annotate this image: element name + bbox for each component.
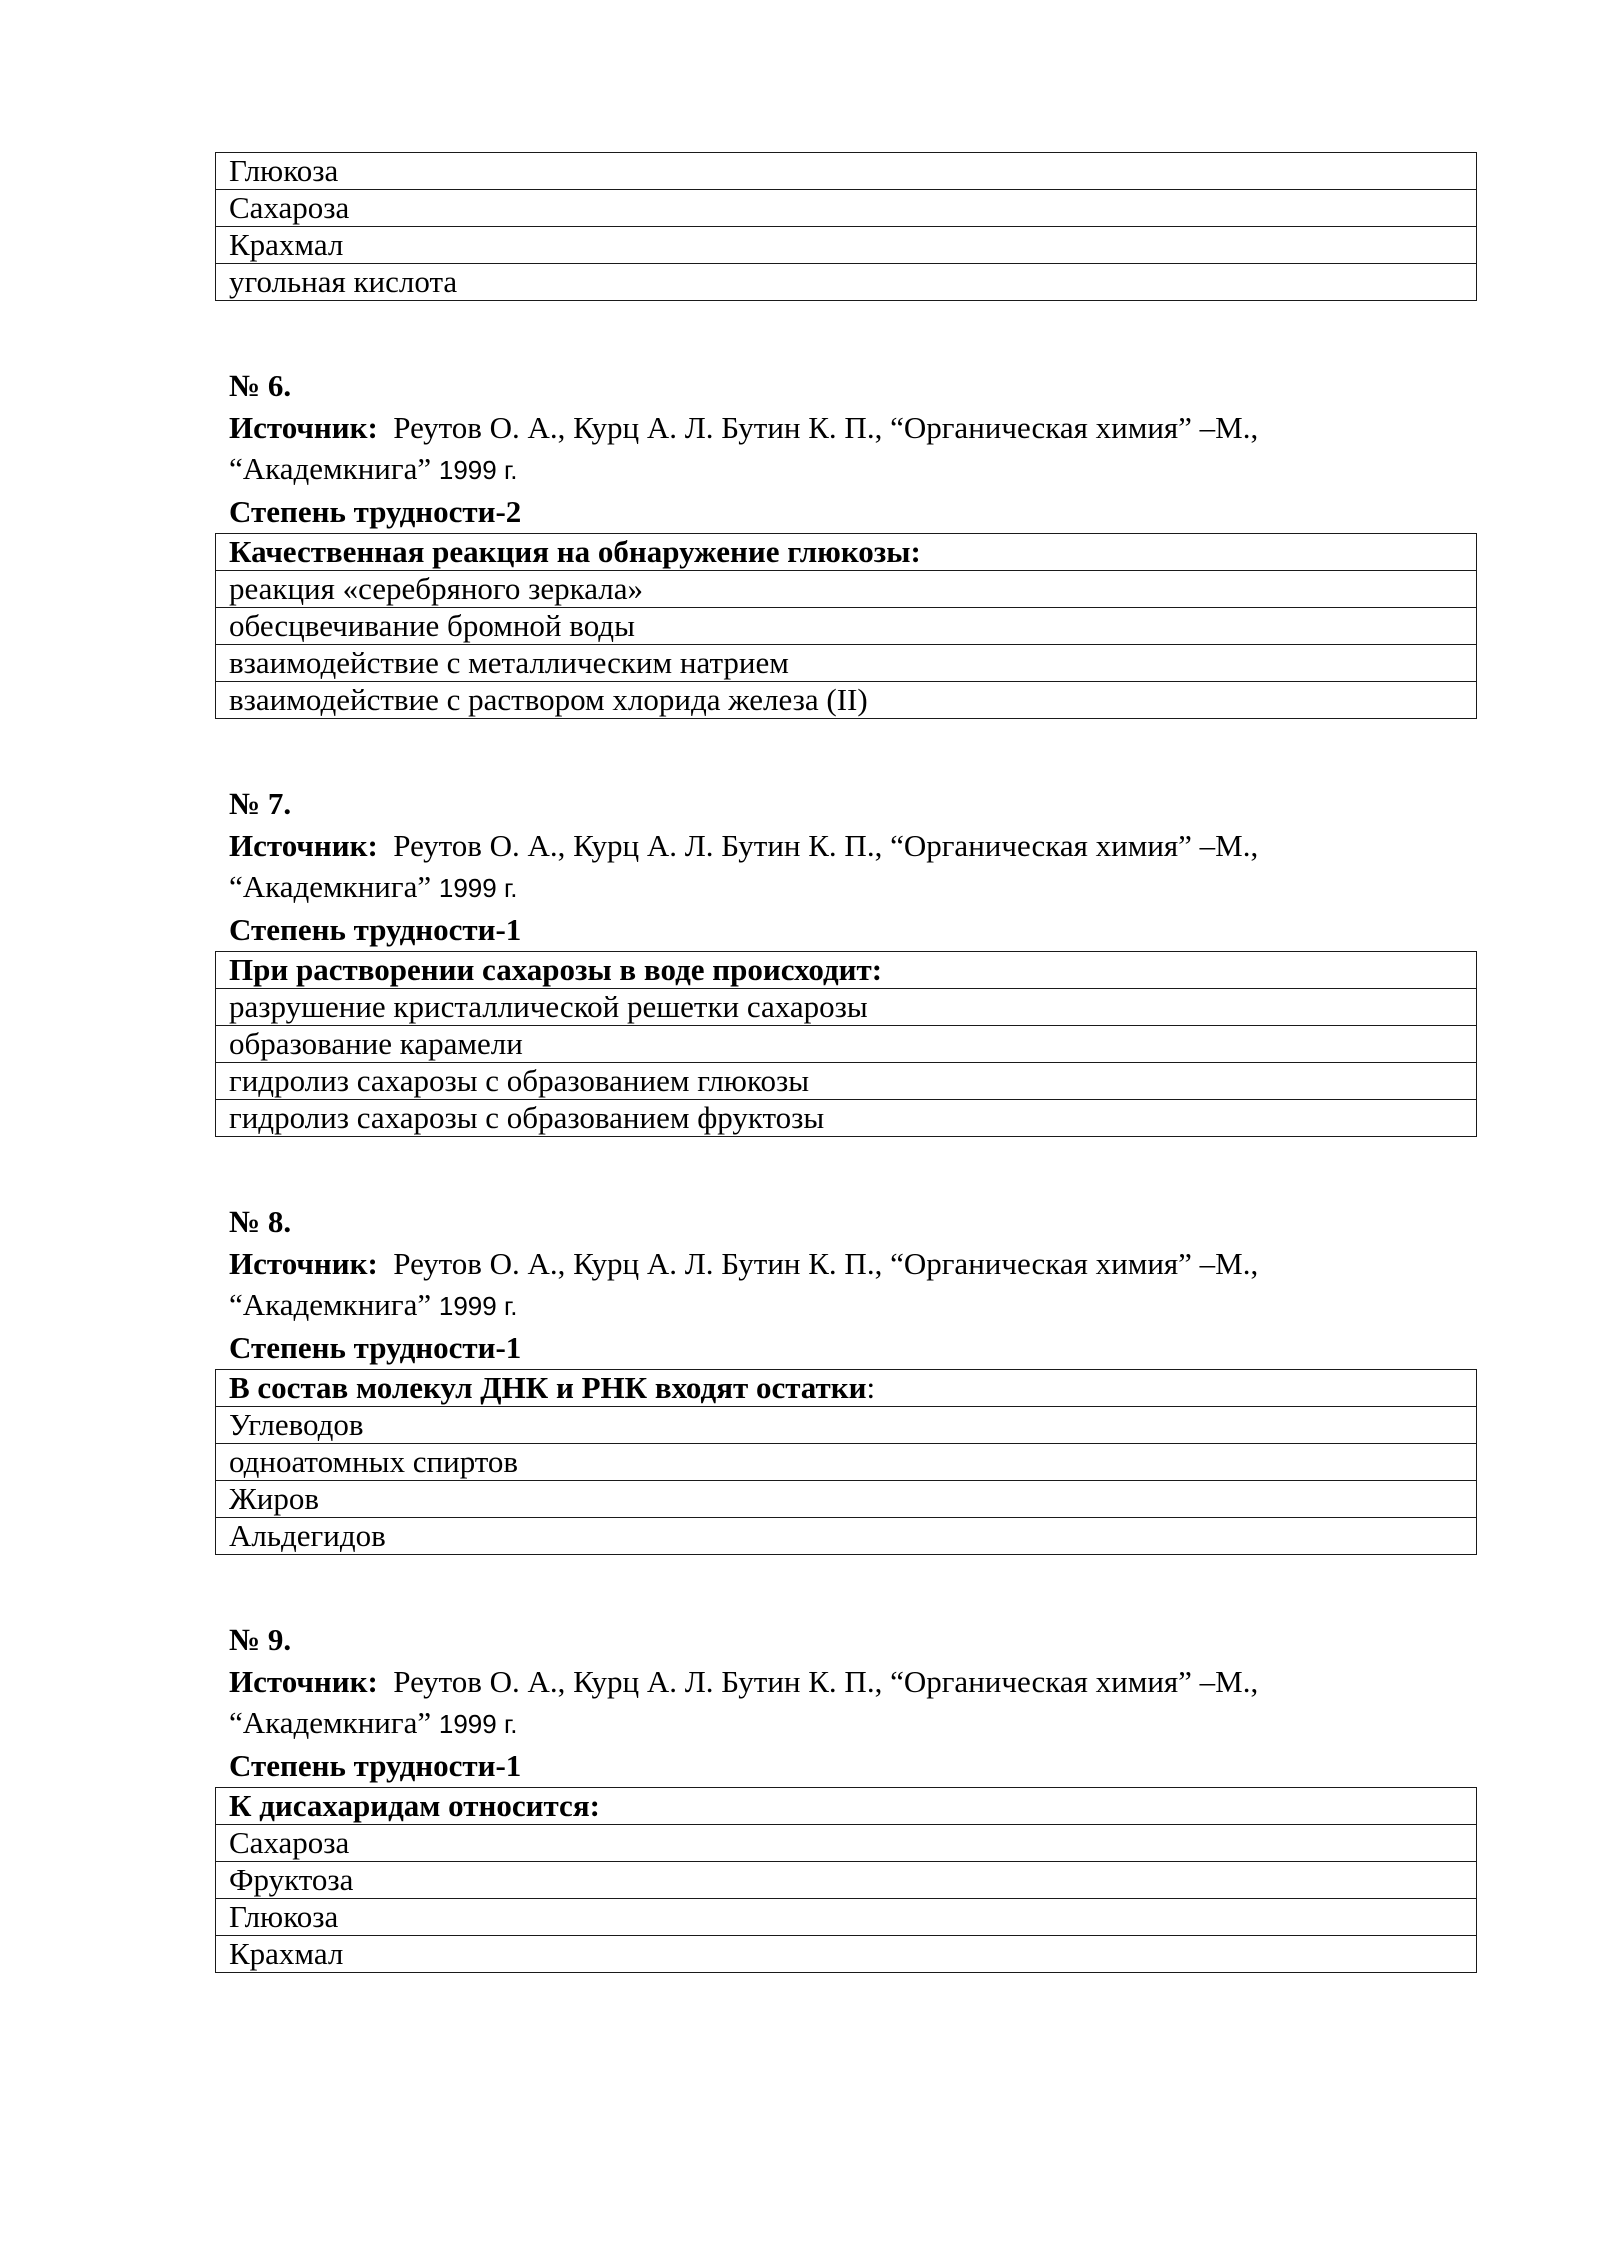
difficulty-level: Степень трудности-1 xyxy=(229,1330,522,1365)
source-publisher: “Академкнига” xyxy=(229,869,432,904)
table-row xyxy=(216,682,1477,719)
answer-option: Сахароза xyxy=(216,190,1477,227)
answer-option: образование карамели xyxy=(216,1026,1477,1063)
answer-option: Глюкоза xyxy=(216,1899,1477,1936)
answer-option: Сахароза xyxy=(216,1825,1477,1862)
task-source-line2 xyxy=(215,448,1477,491)
question-text xyxy=(216,952,1477,989)
source-year: 1999 г. xyxy=(438,873,518,903)
task-source-line2 xyxy=(215,866,1477,909)
table-row xyxy=(216,264,1477,301)
question-label: Качественная реакция на обнаружение глюкозы: xyxy=(229,534,921,569)
question-row xyxy=(216,952,1477,989)
source-publisher: “Академкнига” xyxy=(229,1705,432,1740)
answer-option: взаимодействие с металлическим натрием xyxy=(216,645,1477,682)
question-text xyxy=(216,1788,1477,1825)
table-row xyxy=(216,645,1477,682)
source-publisher: “Академкнига” xyxy=(229,451,432,486)
answer-option: Крахмал xyxy=(216,1936,1477,1973)
source-label: Источник: xyxy=(229,1664,378,1699)
source-text: Реутов О. А., Курц А. Л. Бутин К. П., “Органическая химия” –М., xyxy=(393,828,1259,863)
question-text xyxy=(216,534,1477,571)
table-row xyxy=(216,1518,1477,1555)
table-row xyxy=(216,1026,1477,1063)
answer-table-task-5 xyxy=(215,152,1477,301)
answer-option: Альдегидов xyxy=(216,1518,1477,1555)
task-source-line2 xyxy=(215,1284,1477,1327)
answer-table xyxy=(215,951,1477,1137)
question-row xyxy=(216,1370,1477,1407)
table-row xyxy=(216,571,1477,608)
table-row xyxy=(216,1063,1477,1100)
answer-table xyxy=(215,1369,1477,1555)
task-source xyxy=(215,1243,1477,1284)
answer-option: Углеводов xyxy=(216,1407,1477,1444)
answer-table xyxy=(215,533,1477,719)
task-number: № 9. xyxy=(229,1622,292,1657)
answer-option: Фруктоза xyxy=(216,1862,1477,1899)
answer-option: реакция «серебряного зеркала» xyxy=(216,571,1477,608)
document-page xyxy=(215,152,1477,1973)
answer-option: разрушение кристаллической решетки сахарозы xyxy=(216,989,1477,1026)
task-header xyxy=(215,1619,1477,1786)
source-label: Источник: xyxy=(229,828,378,863)
source-text: Реутов О. А., Курц А. Л. Бутин К. П., “Органическая химия” –М., xyxy=(393,410,1259,445)
table-row xyxy=(216,1100,1477,1137)
answer-option: Жиров xyxy=(216,1481,1477,1518)
table-row xyxy=(216,1407,1477,1444)
source-year: 1999 г. xyxy=(438,1291,518,1321)
answer-option: взаимодействие с раствором хлорида железа (II) xyxy=(216,682,1477,719)
question-suffix: : xyxy=(866,1370,876,1405)
task-header xyxy=(215,783,1477,950)
table-row xyxy=(216,1825,1477,1862)
difficulty-level: Степень трудности-1 xyxy=(229,1748,522,1783)
task-source-line2 xyxy=(215,1702,1477,1745)
task-header xyxy=(215,1201,1477,1368)
answer-option: Глюкоза xyxy=(216,153,1477,190)
task-6 xyxy=(215,365,1477,719)
source-year: 1999 г. xyxy=(438,1709,518,1739)
task-source xyxy=(215,825,1477,866)
table-row xyxy=(216,1481,1477,1518)
table-row xyxy=(216,1899,1477,1936)
source-year: 1999 г. xyxy=(438,455,518,485)
source-publisher: “Академкнига” xyxy=(229,1287,432,1322)
task-source xyxy=(215,407,1477,448)
table-row xyxy=(216,227,1477,264)
difficulty-level: Степень трудности-2 xyxy=(229,494,522,529)
answer-option: гидролиз сахарозы с образованием глюкозы xyxy=(216,1063,1477,1100)
source-label: Источник: xyxy=(229,1246,378,1281)
question-row xyxy=(216,1788,1477,1825)
answer-option: Крахмал xyxy=(216,227,1477,264)
question-label: В состав молекул ДНК и РНК входят остатки xyxy=(229,1370,867,1405)
task-9 xyxy=(215,1619,1477,1973)
answer-option: одноатомных спиртов xyxy=(216,1444,1477,1481)
question-label: К дисахаридам относится: xyxy=(229,1788,600,1823)
table-row xyxy=(216,608,1477,645)
question-text xyxy=(216,1370,1477,1407)
task-number: № 8. xyxy=(229,1204,292,1239)
answer-option: обесцвечивание бромной воды xyxy=(216,608,1477,645)
task-7 xyxy=(215,783,1477,1137)
task-header xyxy=(215,365,1477,532)
answer-table xyxy=(215,1787,1477,1973)
table-row xyxy=(216,190,1477,227)
task-source xyxy=(215,1661,1477,1702)
question-row xyxy=(216,534,1477,571)
difficulty-level: Степень трудности-1 xyxy=(229,912,522,947)
source-text: Реутов О. А., Курц А. Л. Бутин К. П., “Органическая химия” –М., xyxy=(393,1664,1259,1699)
question-label: При растворении сахарозы в воде происходит: xyxy=(229,952,883,987)
table-row xyxy=(216,1444,1477,1481)
task-8 xyxy=(215,1201,1477,1555)
task-number: № 6. xyxy=(229,368,292,403)
table-row xyxy=(216,153,1477,190)
source-text: Реутов О. А., Курц А. Л. Бутин К. П., “Органическая химия” –М., xyxy=(393,1246,1259,1281)
task-number: № 7. xyxy=(229,786,292,821)
table-row xyxy=(216,1936,1477,1973)
table-row xyxy=(216,1862,1477,1899)
answer-option: гидролиз сахарозы с образованием фруктозы xyxy=(216,1100,1477,1137)
source-label: Источник: xyxy=(229,410,378,445)
table-row xyxy=(216,989,1477,1026)
answer-option: угольная кислота xyxy=(216,264,1477,301)
